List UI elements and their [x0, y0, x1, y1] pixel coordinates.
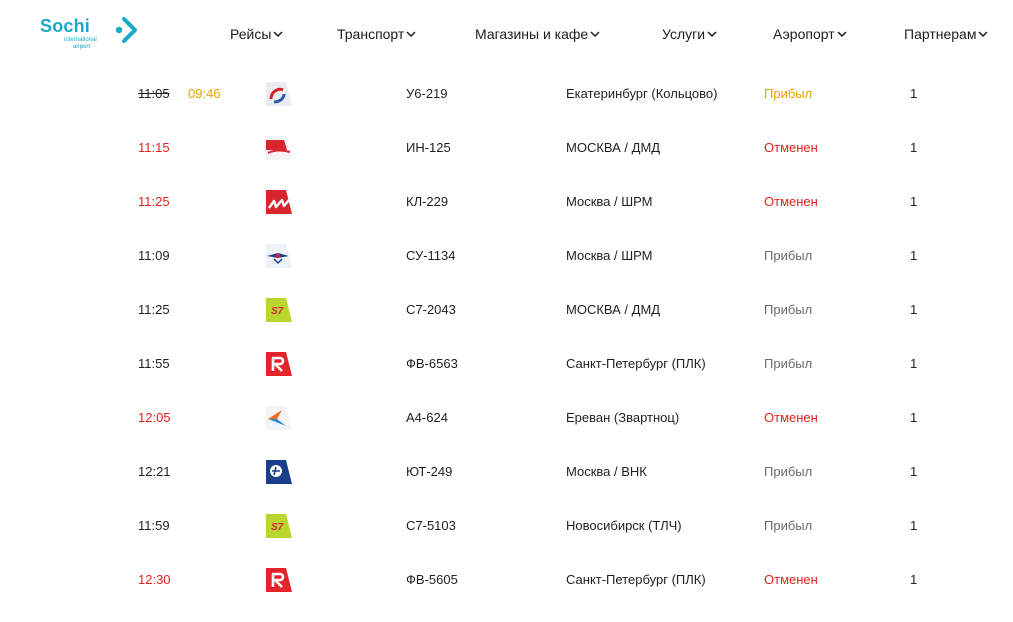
status-text: Отменен — [764, 140, 818, 155]
flight-row[interactable] — [0, 553, 1013, 607]
nav-label: Партнерам — [904, 26, 977, 42]
flight-row[interactable] — [0, 391, 1013, 445]
destination: Москва / ШРМ — [566, 194, 653, 209]
scheduled-time: 11:59 — [138, 518, 170, 533]
s7-logo-icon — [262, 296, 294, 324]
flight-row[interactable] — [0, 67, 1013, 121]
nordwind-logo-icon — [262, 188, 294, 216]
scheduled-time: 12:21 — [138, 464, 171, 479]
chevron-down-icon — [273, 31, 283, 37]
scheduled-time: 12:30 — [138, 572, 171, 587]
azimuth-logo-icon — [262, 404, 294, 432]
flight-number: А4-624 — [406, 410, 448, 425]
nav-item-transport[interactable] — [337, 24, 416, 44]
status-text: Прибыл — [764, 86, 813, 101]
rossiya-logo-icon — [262, 350, 294, 378]
chevron-down-icon — [406, 31, 416, 37]
terminal: 1 — [910, 86, 918, 101]
nav-item-airport[interactable] — [773, 24, 847, 44]
flight-number: ЮТ-249 — [406, 464, 453, 479]
scheduled-time: 12:05 — [138, 410, 171, 425]
sochi-airport-logo[interactable] — [40, 16, 124, 54]
status-text: Прибыл — [764, 518, 813, 533]
rossiya-logo-icon — [262, 566, 294, 594]
flight-row[interactable] — [0, 283, 1013, 337]
flight-number: ФВ-5605 — [406, 572, 458, 587]
flight-number: ФВ-6563 — [406, 356, 458, 371]
status-text: Отменен — [764, 194, 818, 209]
flight-row[interactable] — [0, 229, 1013, 283]
chevron-down-icon — [978, 31, 988, 37]
scheduled-time: 11:25 — [138, 194, 170, 209]
svg-text:S7: S7 — [271, 522, 284, 533]
chevron-down-icon — [837, 31, 847, 37]
terminal: 1 — [910, 464, 918, 479]
flight-row[interactable] — [0, 175, 1013, 229]
terminal: 1 — [910, 248, 918, 263]
destination: МОСКВА / ДМД — [566, 302, 661, 317]
nav-label: Аэропорт — [773, 26, 835, 42]
destination: Москва / ВНК — [566, 464, 647, 479]
destination: Ереван (Звартноц) — [566, 410, 680, 425]
status-text: Прибыл — [764, 248, 813, 263]
destination: Москва / ШРМ — [566, 248, 653, 263]
utair-logo-icon — [262, 458, 294, 486]
nav-item-shops-and-cafes[interactable] — [475, 24, 600, 44]
ural-airlines-logo-icon — [262, 80, 294, 108]
flight-row[interactable] — [0, 445, 1013, 499]
terminal: 1 — [910, 140, 918, 155]
flight-number: У6-219 — [406, 86, 448, 101]
status-text: Прибыл — [764, 464, 813, 479]
flight-row[interactable] — [0, 499, 1013, 553]
destination: МОСКВА / ДМД — [566, 140, 661, 155]
status-text: Прибыл — [764, 302, 813, 317]
terminal: 1 — [910, 410, 918, 425]
nordwind-ikar-logo-icon — [262, 134, 294, 162]
terminal: 1 — [910, 194, 918, 209]
terminal: 1 — [910, 356, 918, 371]
nav-label: Транспорт — [337, 26, 405, 42]
terminal: 1 — [910, 302, 918, 317]
destination: Новосибирск (ТЛЧ) — [566, 518, 682, 533]
scheduled-time: 11:55 — [138, 356, 170, 371]
top-navigation-bar — [0, 0, 1013, 70]
svg-text:S7: S7 — [271, 306, 284, 317]
status-text: Отменен — [764, 410, 818, 425]
logo-subtitle-line2: airport — [73, 44, 91, 50]
flight-number: ИН-125 — [406, 140, 451, 155]
logo-wordmark: Sochi — [40, 16, 91, 36]
nav-label: Рейсы — [230, 26, 272, 42]
status-text: Прибыл — [764, 356, 813, 371]
nav-item-flights[interactable] — [230, 24, 283, 44]
flight-number: С7-5103 — [406, 518, 456, 533]
terminal: 1 — [910, 518, 918, 533]
flight-number: КЛ-229 — [406, 194, 449, 209]
flight-number: С7-2043 — [406, 302, 456, 317]
chevron-down-icon — [590, 31, 600, 37]
chevron-down-icon — [707, 31, 717, 37]
logo-subtitle-line1: international — [64, 37, 97, 43]
nav-item-partners[interactable] — [904, 24, 988, 44]
scheduled-time: 11:09 — [138, 248, 170, 263]
nav-label: Магазины и кафе — [475, 26, 589, 42]
actual-time: 09:46 — [188, 86, 221, 101]
flight-row[interactable] — [0, 121, 1013, 175]
logo-arrow-icon — [113, 16, 139, 44]
scheduled-time: 11:15 — [138, 140, 170, 155]
terminal: 1 — [910, 572, 918, 587]
nav-item-services[interactable] — [662, 24, 717, 44]
destination: Санкт-Петербург (ПЛК) — [566, 572, 706, 587]
scheduled-time: 11:05 — [138, 86, 170, 101]
nav-label: Услуги — [662, 26, 706, 42]
aeroflot-logo-icon — [262, 242, 294, 270]
flight-row[interactable] — [0, 337, 1013, 391]
s7-logo-icon — [262, 512, 294, 540]
flight-number: СУ-1134 — [406, 248, 456, 263]
status-text: Отменен — [764, 572, 818, 587]
destination: Санкт-Петербург (ПЛК) — [566, 356, 706, 371]
scheduled-time: 11:25 — [138, 302, 170, 317]
destination: Екатеринбург (Кольцово) — [566, 86, 718, 101]
